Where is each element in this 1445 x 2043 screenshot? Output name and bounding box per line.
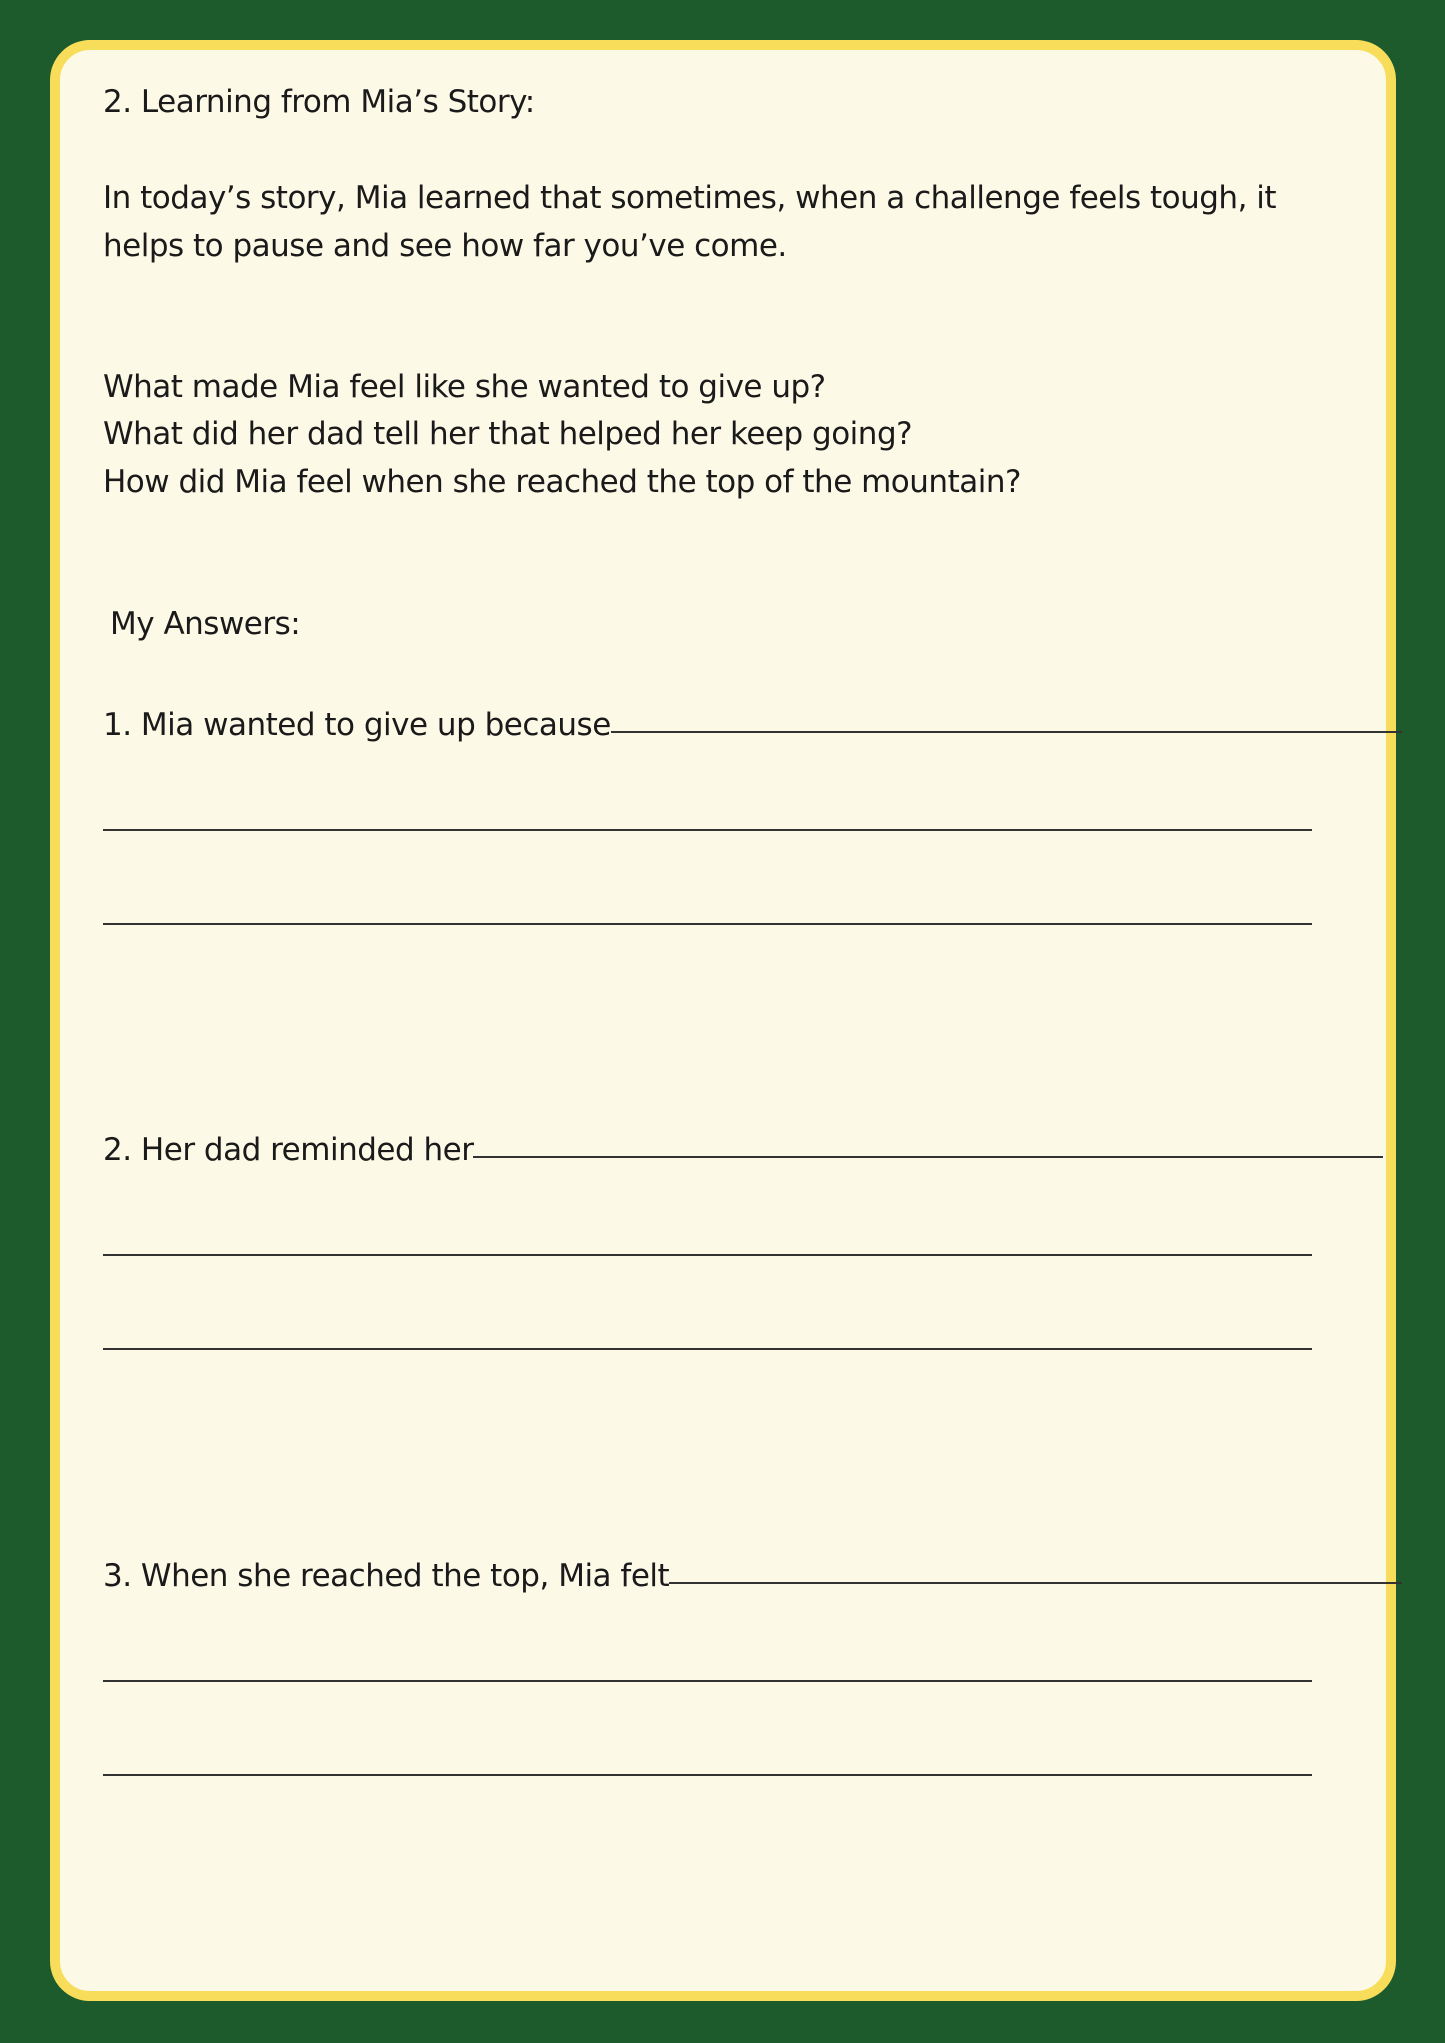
- answer-3-line-3[interactable]: [103, 1774, 1312, 1776]
- answer-3-line-2[interactable]: [103, 1680, 1312, 1682]
- answer-prompt-3: [103, 1546, 1402, 1594]
- question-1: What made Mia feel like she wanted to give up?: [103, 369, 826, 405]
- intro-paragraph: In today’s story, Mia learned that sometimes, when a challenge feels tough, it helps to pause and see how far you’ve come.: [103, 180, 1277, 264]
- worksheet-card: [50, 40, 1396, 2001]
- answer-prompt-2: [103, 1120, 1383, 1168]
- answer-2-inline-blank[interactable]: [473, 1156, 1383, 1158]
- answer-1-line-3[interactable]: [103, 923, 1312, 925]
- question-2: What did her dad tell her that helped her keep going?: [103, 416, 913, 452]
- answers-heading: My Answers:: [110, 606, 301, 642]
- answer-3-inline-blank[interactable]: [669, 1582, 1402, 1584]
- prompt-1-label: 1. Mia wanted to give up because: [103, 707, 611, 743]
- question-3: How did Mia feel when she reached the top of the mountain?: [103, 464, 1021, 500]
- answer-prompt-1: [103, 695, 1402, 743]
- answer-1-inline-blank[interactable]: [611, 731, 1402, 733]
- section-title: 2. Learning from Mia’s Story:: [103, 84, 535, 120]
- answer-2-line-3[interactable]: [103, 1348, 1312, 1350]
- prompt-3-label: 3. When she reached the top, Mia felt: [103, 1558, 670, 1594]
- answer-1-line-2[interactable]: [103, 829, 1312, 831]
- prompt-2-label: 2. Her dad reminded her: [103, 1132, 474, 1168]
- answer-2-line-2[interactable]: [103, 1254, 1312, 1256]
